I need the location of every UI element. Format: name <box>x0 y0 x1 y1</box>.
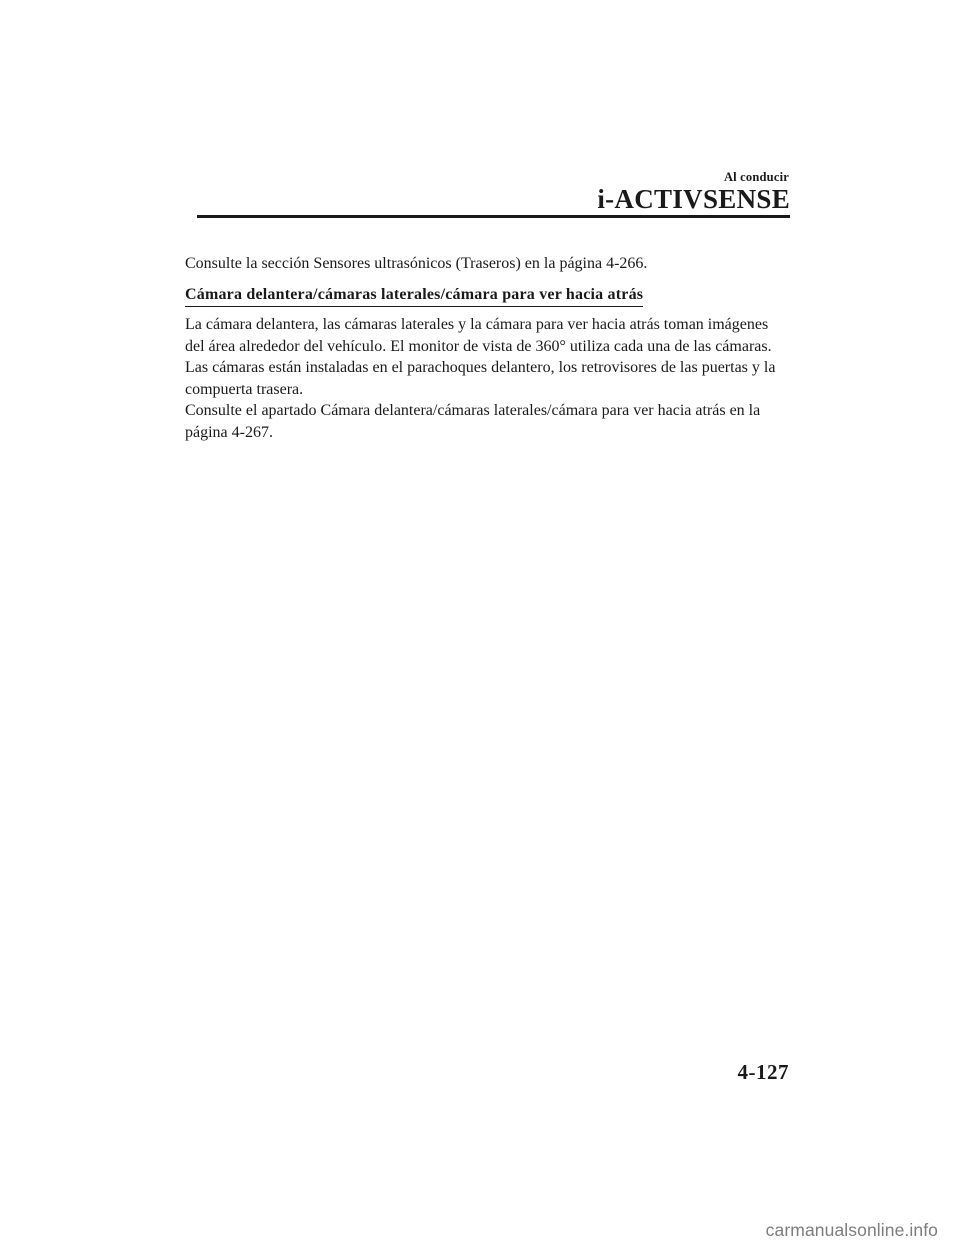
subheading: Cámara delantera/cámaras laterales/cámara para ver hacia atrás <box>185 284 643 308</box>
body-paragraph <box>185 314 790 443</box>
paragraph-line: Las cámaras están instaladas en el parachoques delantero, los retrovisores de las puertas y la <box>185 359 776 376</box>
paragraph-line: del área alrededor del vehículo. El monitor de vista de 360° utiliza cada una de las cámaras. <box>185 337 772 355</box>
header-divider <box>197 215 790 218</box>
paragraph-line: La cámara delantera, las cámaras laterales y la cámara para ver hacia atrás toman imágenes <box>185 316 769 333</box>
paragraph-line: página 4-267. <box>185 423 273 441</box>
watermark: carmanualsonline.info <box>765 1220 938 1240</box>
page-number: 4-127 <box>737 1060 789 1084</box>
paragraph-line: Consulte el apartado Cámara delantera/cámaras laterales/cámara para ver hacia atrás en la <box>185 402 761 419</box>
page-content <box>185 253 790 443</box>
reference-text: Consulte la sección Sensores ultrasónicos (Traseros) en la página 4-266. <box>185 255 648 272</box>
paragraph-line: compuerta trasera. <box>185 380 304 398</box>
chapter-label: Al conducir <box>723 170 789 184</box>
section-title: i-ACTIVSENSE <box>597 184 790 214</box>
